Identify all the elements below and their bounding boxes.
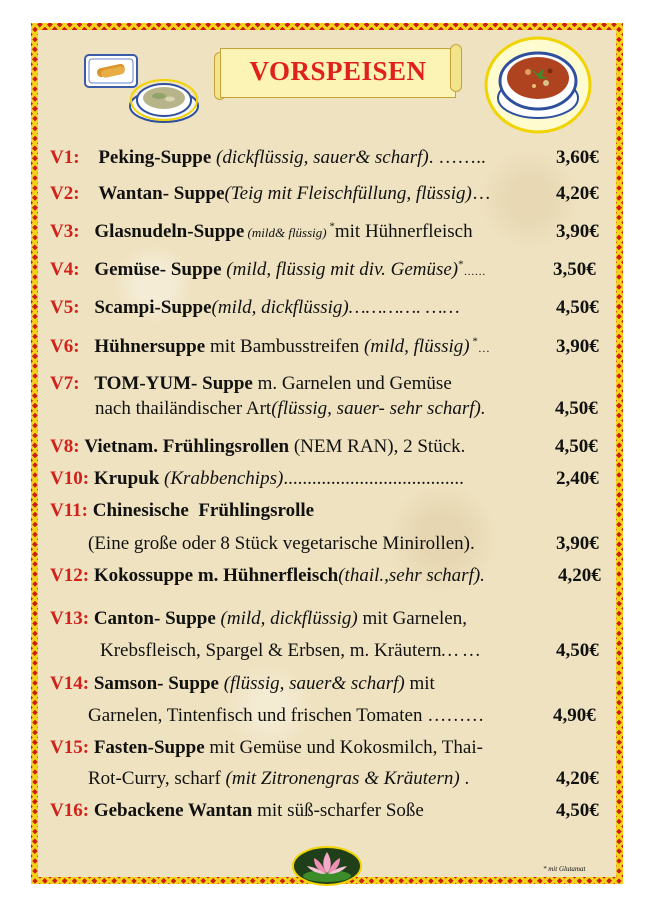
item-name: Peking-Suppe bbox=[98, 147, 212, 168]
item-price: 4,20€ bbox=[556, 183, 599, 204]
item-code: V7: bbox=[50, 373, 80, 394]
menu-item-v11-line2 bbox=[88, 533, 475, 555]
page-title: VORSPEISEN bbox=[249, 56, 427, 86]
item-extra: mit bbox=[404, 673, 435, 694]
item-name: TOM-YUM- Suppe bbox=[94, 373, 253, 394]
menu-item-v7-line2 bbox=[95, 398, 486, 420]
menu-item-v15-line2 bbox=[88, 768, 469, 790]
item-code: V5: bbox=[50, 297, 80, 318]
item-description: (mild, flüssig) bbox=[364, 336, 470, 357]
item-price: 4,50€ bbox=[556, 640, 599, 661]
item-description: (mild, dickflüssig) bbox=[211, 297, 349, 318]
item-description: (thail.,sehr scharf). bbox=[338, 565, 485, 586]
item-code: V13: bbox=[50, 608, 90, 629]
item-name: Samson- Suppe bbox=[93, 673, 219, 694]
item-name: Kokossuppe m. Hühnerfleisch bbox=[93, 565, 339, 586]
item-code: V11: bbox=[50, 500, 88, 521]
item-extra: mit süß-scharfer Soße bbox=[252, 800, 424, 821]
item-price: 4,20€ bbox=[556, 768, 599, 789]
item-leader: …… bbox=[463, 266, 486, 278]
item-name: Fasten-Suppe bbox=[93, 737, 205, 758]
menu-item-v12 bbox=[50, 565, 485, 587]
item-description: (mild, flüssig mit div. Gemüse) bbox=[221, 259, 459, 280]
item-extra: Krebsfleisch, Spargel & Erbsen, m. Kräutern bbox=[100, 640, 442, 661]
glutamate-footnote: * mit Glutamat bbox=[543, 865, 586, 873]
item-name: Hühnersuppe bbox=[94, 336, 206, 357]
item-leader: … … bbox=[441, 640, 481, 661]
menu-item-v8 bbox=[50, 436, 465, 458]
item-name: Gemüse- Suppe bbox=[94, 259, 222, 280]
item-name: Chinesische Frühlingsrolle bbox=[92, 500, 315, 521]
menu-item-v16 bbox=[50, 800, 424, 822]
menu-item-v7 bbox=[50, 373, 452, 395]
item-price: 4,50€ bbox=[555, 436, 598, 457]
item-price: 4,50€ bbox=[556, 297, 599, 318]
item-name: Glasnudeln-Suppe bbox=[94, 221, 245, 242]
item-leader: … bbox=[477, 341, 490, 355]
item-price: 3,90€ bbox=[556, 336, 599, 357]
item-description: (dickflüssig, sauer& scharf) bbox=[211, 147, 429, 168]
item-end: . bbox=[459, 768, 470, 789]
item-code: V6: bbox=[50, 336, 80, 357]
item-leader: ...................................... bbox=[283, 468, 464, 489]
menu-item-v2 bbox=[50, 183, 491, 205]
item-name: Scampi-Suppe bbox=[94, 297, 212, 318]
item-code: V8: bbox=[50, 436, 80, 457]
item-leader: … bbox=[471, 183, 491, 204]
item-name: Vietnam. Frühlingsrollen bbox=[84, 436, 290, 457]
item-price: 3,90€ bbox=[556, 533, 599, 554]
menu-item-v14-line2 bbox=[88, 705, 484, 727]
lotus-flower-icon bbox=[292, 846, 362, 886]
menu-item-v6 bbox=[50, 336, 490, 359]
item-code: V14: bbox=[50, 673, 90, 694]
menu-item-v11 bbox=[50, 500, 314, 522]
menu-item-v1 bbox=[50, 147, 486, 169]
item-name: Wantan- Suppe bbox=[98, 183, 225, 204]
item-description: (Teig mit Fleischfüllung, flüssig) bbox=[224, 183, 472, 204]
item-price: 4,90€ bbox=[553, 705, 596, 726]
item-code: V1: bbox=[50, 147, 80, 168]
item-name: Krupuk bbox=[93, 468, 160, 489]
glutamate-mark: * bbox=[458, 258, 464, 271]
item-price: 4,20€ bbox=[558, 565, 601, 586]
menu-item-v13 bbox=[50, 608, 467, 630]
menu-item-v3 bbox=[50, 221, 473, 244]
item-description: (flüssig, sauer- sehr scharf). bbox=[271, 398, 486, 419]
item-extra: Garnelen, Tintenfisch und frischen Tomaten ……… bbox=[88, 705, 485, 726]
item-extra: Rot-Curry, scharf bbox=[88, 768, 226, 789]
item-extra: mit Bambusstreifen bbox=[205, 336, 365, 357]
hot-sour-soup-bowl-icon bbox=[484, 36, 592, 134]
item-name: Gebackene Wantan bbox=[93, 800, 253, 821]
glutamate-mark: * bbox=[326, 220, 335, 233]
item-description: (mild, dickflüssig) bbox=[215, 608, 358, 629]
item-price: 2,40€ bbox=[556, 468, 599, 489]
item-extra: (Eine große oder 8 Stück vegetarische Minirollen). bbox=[88, 533, 475, 554]
item-description: (flüssig, sauer& scharf) bbox=[218, 673, 405, 694]
glutamate-mark: * bbox=[469, 335, 478, 348]
item-price: 3,60€ bbox=[556, 147, 599, 168]
item-extra: (NEM RAN), 2 Stück. bbox=[289, 436, 466, 457]
item-code: V15: bbox=[50, 737, 90, 758]
item-code: V10: bbox=[50, 468, 90, 489]
item-price: 4,50€ bbox=[555, 398, 598, 419]
menu-item-v5 bbox=[50, 297, 460, 319]
soup-bowl-icon bbox=[128, 76, 200, 124]
item-extra: mit Hühnerfleisch bbox=[334, 221, 473, 242]
item-leader: …………. …… bbox=[348, 297, 460, 318]
item-description: (Krabbenchips) bbox=[159, 468, 284, 489]
item-extra: mit Garnelen, bbox=[357, 608, 467, 629]
menu-item-v13-line2 bbox=[100, 640, 480, 662]
item-description: (mit Zitronengras & Kräutern) bbox=[225, 768, 460, 789]
item-leader: . …….. bbox=[428, 147, 486, 168]
item-price: 3,50€ bbox=[553, 259, 596, 280]
menu-item-v10 bbox=[50, 468, 464, 490]
item-code: V4: bbox=[50, 259, 80, 280]
item-extra: nach thailändischer Art bbox=[95, 398, 272, 419]
item-price: 3,90€ bbox=[556, 221, 599, 242]
item-code: V16: bbox=[50, 800, 90, 821]
item-code: V2: bbox=[50, 183, 80, 204]
menu-item-v4 bbox=[50, 259, 486, 283]
item-extra: mit Gemüse und Kokosmilch, Thai- bbox=[204, 737, 483, 758]
item-extra: m. Garnelen und Gemüse bbox=[252, 373, 452, 394]
menu-item-v14 bbox=[50, 673, 435, 695]
item-code: V3: bbox=[50, 221, 80, 242]
item-name: Canton- Suppe bbox=[93, 608, 216, 629]
title-banner bbox=[214, 44, 462, 102]
item-code: V12: bbox=[50, 565, 90, 586]
item-price: 4,50€ bbox=[556, 800, 599, 821]
menu-item-v15 bbox=[50, 737, 483, 759]
item-description: (mild& flüssig) bbox=[244, 225, 327, 240]
